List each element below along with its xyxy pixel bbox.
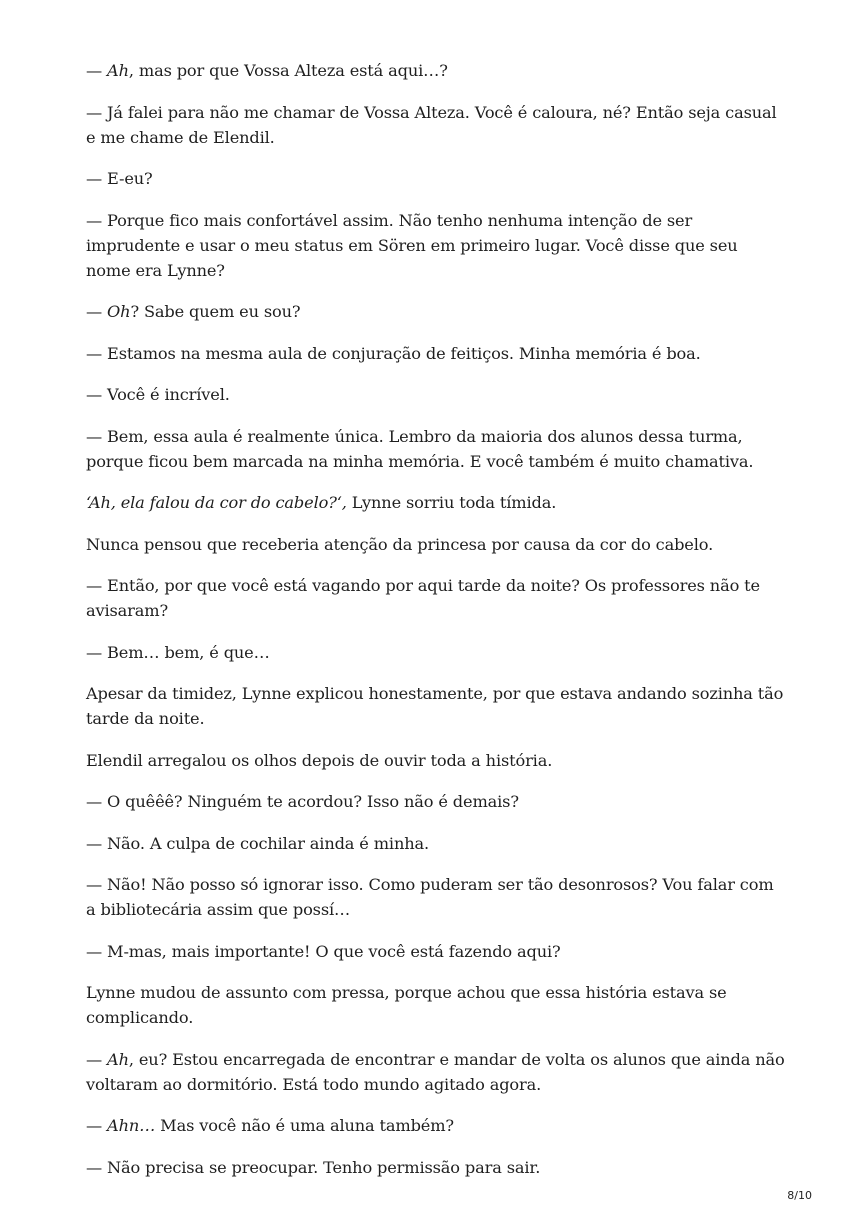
paragraph-text: — Estamos na mesma aula de conjuração de feitiços. Minha memória é boa. — [86, 343, 701, 363]
italic-text: Oh — [107, 302, 131, 321]
paragraph-text: — — [86, 1116, 108, 1135]
paragraph-text: — — [86, 302, 108, 321]
paragraph-text: Lynne mudou de assunto com pressa, porque achou que essa história estava se complicando. — [86, 983, 727, 1027]
paragraph — [86, 939, 786, 964]
paragraph — [86, 681, 786, 731]
paragraph-text: — Não. A culpa de cochilar ainda é minha. — [86, 833, 430, 853]
paragraph-text: — O quêêê? Ninguém te acordou? Isso não é demais? — [86, 792, 519, 811]
paragraph — [86, 1113, 786, 1138]
paragraph — [86, 640, 786, 665]
paragraph-text: Lynne sorriu toda tímida. — [346, 493, 557, 512]
paragraph — [86, 100, 786, 150]
paragraph — [86, 831, 786, 856]
paragraph — [86, 58, 786, 83]
paragraph-text: — Já falei para não me chamar de Vossa Alteza. Você é caloura, né? Então seja casual e me chame de Elendil. — [86, 102, 777, 147]
paragraph — [86, 748, 786, 773]
paragraph-text: — — [86, 61, 108, 80]
paragraph — [86, 490, 786, 515]
italic-text: ‘Ah, ela falou da cor do cabelo?‘, — [86, 493, 347, 512]
document-body — [86, 58, 786, 1196]
paragraph-text: Nunca pensou que receberia atenção da princesa por causa da cor do cabelo. — [86, 534, 714, 554]
paragraph-text: , mas por que Vossa Alteza está aqui…? — [128, 61, 448, 80]
paragraph-text: — — [86, 1049, 108, 1069]
paragraph-text: , eu? Estou encarregada de encontrar e mandar de volta os alunos que ainda não voltaram ao dormitório. Está todo mundo agitado agora. — [86, 1049, 785, 1094]
paragraph — [86, 424, 786, 474]
paragraph — [86, 341, 786, 366]
paragraph — [86, 1047, 786, 1097]
paragraph-text: — E-eu? — [86, 169, 153, 188]
paragraph-text: Apesar da timidez, Lynne explicou honestamente, por que estava andando sozinha tão tarde da noite. — [86, 684, 784, 728]
paragraph — [86, 789, 786, 814]
paragraph — [86, 980, 786, 1030]
paragraph — [86, 573, 786, 623]
paragraph-text: Mas você não é uma aluna também? — [155, 1116, 454, 1135]
italic-text: Ahn… — [107, 1116, 156, 1135]
paragraph — [86, 208, 786, 283]
paragraph-text: — Bem… bem, é que… — [86, 642, 270, 662]
paragraph — [86, 166, 786, 191]
paragraph-text: — Porque fico mais confortável assim. Não tenho nenhuma intenção de ser imprudente e usar o meu status em Sören em primeiro lugar. Você disse que seu nome era Lynne? — [86, 210, 738, 280]
paragraph-text: — Não precisa se preocupar. Tenho permissão para sair. — [86, 1157, 541, 1177]
paragraph-text: — Não! Não posso só ignorar isso. Como puderam ser tão desonrosos? Vou falar com a bibliotecária assim que possí… — [86, 875, 774, 919]
paragraph-text: Elendil arregalou os olhos depois de ouvir toda a história. — [86, 750, 553, 770]
paragraph — [86, 299, 786, 324]
italic-text: Ah — [107, 1049, 129, 1069]
paragraph-text: — Você é incrível. — [86, 385, 230, 404]
paragraph-text: — Então, por que você está vagando por aqui tarde da noite? Os professores não te avisaram? — [86, 576, 760, 620]
paragraph-text: ? Sabe quem eu sou? — [130, 302, 301, 321]
italic-text: Ah — [107, 61, 129, 80]
paragraph — [86, 872, 786, 922]
paragraph — [86, 1155, 786, 1180]
paragraph-text: — M-mas, mais importante! O que você está fazendo aqui? — [86, 941, 561, 961]
paragraph — [86, 382, 786, 407]
paragraph-text: — Bem, essa aula é realmente única. Lembro da maioria dos alunos dessa turma, porque ficou bem marcada na minha memória. E você também é muito chamativa. — [86, 426, 754, 471]
paragraph — [86, 532, 786, 557]
page-number: 8/10 — [787, 1189, 812, 1202]
